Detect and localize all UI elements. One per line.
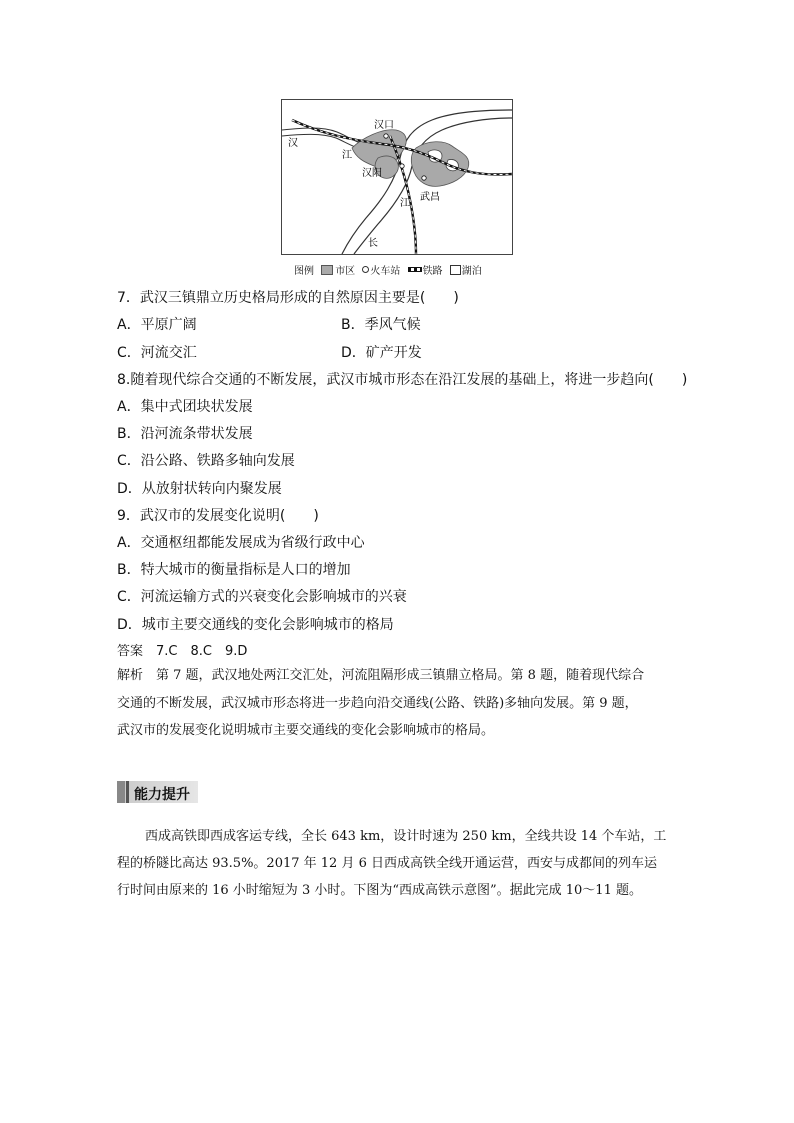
question-9-option-a: A．交通枢纽都能发展成为省级行政中心 bbox=[117, 535, 365, 551]
wuhan-map bbox=[281, 99, 513, 255]
legend-title: 图例 bbox=[294, 266, 314, 277]
station-hanyang bbox=[400, 164, 404, 168]
question-9-option-b: B．特大城市的衡量指标是人口的增加 bbox=[117, 562, 351, 578]
question-9-option-c: C．河流运输方式的兴衰变化会影响城市的兴衰 bbox=[117, 589, 407, 605]
analysis-line-1: 解析 第 7 题，武汉地处两江交汇处，河流阻隔形成三镇鼎立格局。第 8 题，随着现代综合 bbox=[117, 668, 645, 683]
urban-area-wuchang bbox=[411, 142, 469, 187]
question-8-option-b: B．沿河流条带状发展 bbox=[117, 426, 253, 442]
question-8-option-c: C．沿公路、铁路多轴向发展 bbox=[117, 453, 295, 469]
lake-swatch-icon bbox=[450, 265, 461, 275]
question-7-option-a: A．平原广阔 bbox=[117, 317, 197, 333]
section-title: 能力提升 bbox=[134, 787, 190, 803]
section-tab-mark bbox=[117, 781, 125, 803]
question-8-stem: 8.随着现代综合交通的不断发展，武汉市城市形态在沿江发展的基础上，将进一步趋向( ) bbox=[117, 372, 688, 388]
section-tab-mark bbox=[126, 781, 129, 803]
map-label-chang: 长 bbox=[368, 238, 378, 249]
legend-lake: 湖泊 bbox=[461, 266, 482, 277]
question-7-option-d: D．矿产开发 bbox=[341, 345, 422, 361]
passage-line-3: 行时间由原来的 16 小时缩短为 3 小时。下图为“西成高铁示意图”。据此完成 10～11 题。 bbox=[117, 883, 642, 898]
legend-urban: 市区 bbox=[335, 266, 356, 277]
analysis-line-3: 武汉市的发展变化说明城市主要交通线的变化会影响城市的格局。 bbox=[117, 723, 495, 738]
question-8-option-a: A．集中式团块状发展 bbox=[117, 399, 253, 415]
map-label-hanyang: 汉阳 bbox=[362, 168, 382, 179]
map-label-jiang: 江 bbox=[342, 150, 352, 161]
wuhan-map-graphic bbox=[282, 100, 512, 254]
station-circle-icon bbox=[362, 266, 369, 273]
legend-station: 火车站 bbox=[370, 266, 401, 277]
map-label-jiang-2: 江 bbox=[400, 198, 410, 209]
passage-line-1: 西成高铁即西成客运专线，全长 643 km，设计时速为 250 km，全线共设 14 个车站，工 bbox=[145, 829, 667, 844]
question-7-option-c: C．河流交汇 bbox=[117, 345, 197, 361]
map-label-han: 汉 bbox=[288, 138, 298, 149]
analysis-line-2: 交通的不断发展，武汉城市形态将进一步趋向沿交通线(公路、铁路)多轴向发展。第 9 题， bbox=[117, 696, 638, 711]
map-label-hankou: 汉口 bbox=[374, 120, 394, 131]
station-wuchang bbox=[422, 176, 426, 180]
question-7-stem: 7．武汉三镇鼎立历史格局形成的自然原因主要是( ) bbox=[117, 290, 459, 306]
passage-line-2: 程的桥隧比高达 93.5%。2017 年 12 月 6 日西成高铁全线开通运营，西安与成都间的列车运 bbox=[117, 856, 657, 871]
answer-line: 答案 7.C 8.C 9.D bbox=[117, 644, 248, 659]
question-8-option-d: D．从放射状转向内聚发展 bbox=[117, 481, 282, 497]
station-hankou bbox=[384, 134, 388, 138]
legend-railway: 铁路 bbox=[422, 266, 443, 277]
question-9-stem: 9．武汉市的发展变化说明( ) bbox=[117, 508, 319, 524]
question-9-option-d: D．城市主要交通线的变化会影响城市的格局 bbox=[117, 617, 394, 633]
railway-line-icon bbox=[408, 267, 422, 272]
question-7-option-b: B．季风气候 bbox=[341, 317, 421, 333]
map-label-wuchang: 武昌 bbox=[420, 192, 440, 203]
section-heading bbox=[117, 781, 198, 803]
map-legend bbox=[294, 262, 486, 277]
urban-swatch-icon bbox=[321, 265, 333, 275]
